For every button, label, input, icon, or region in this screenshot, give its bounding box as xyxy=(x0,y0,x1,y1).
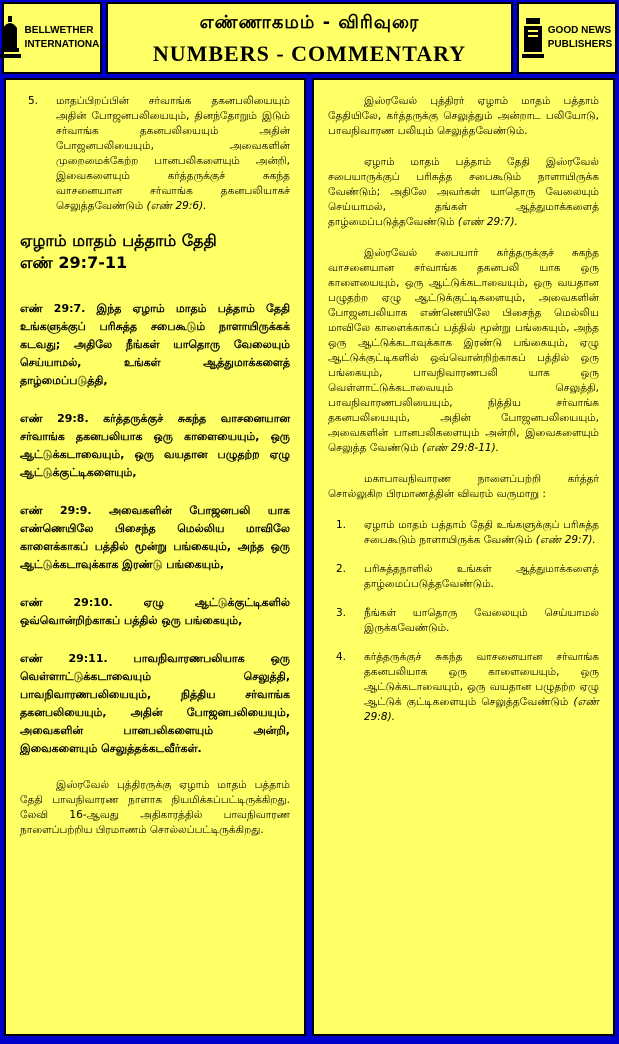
paragraph-2-text: ஏழாம் மாதம் பத்தாம் தேதி இஸ்ரவேல் சபையாருக்குப் பரிசுத்த சபைகூடும் நாளாயிருக்க வேண்டும்; அதிலே அவர்கள் யாதொரு வேலையும் செய்யாமல், தங்கள் ஆத்துமாக்களைத் தாழ்மைப்படுத்தவேண்டும் xyxy=(328,156,599,228)
item-reference: (எண் 29:8). xyxy=(364,696,599,723)
verse-29-7: எண் 29:7. இந்த ஏழாம் மாதம் பத்தாம் தேதி உங்களுக்குப் பரிசுத்த சபைகூடும் நாளாயிருக்கக் கடவது; அதிலே நீங்கள் யாதொரு வேலையும் செய்யாமல், உங்கள் ஆத்துமாக்களைத் தாழ்மைப்படுத்தி, xyxy=(20,302,290,387)
bellwether-logo xyxy=(2,2,106,74)
verse-29-11: எண் 29:11. பாவநிவாரணபலியாக ஒரு வெள்ளாட்டுக்கடாவையும் செலுத்தி, பாவநிவாரணபலியையும், நித்திய சர்வாங்க தகனபலியையும், அதின் போஜனபலியையும், அவைகளின் பானபலிகளையும் அன்றி, இவைகளையும் செலுத்தக்கடவீர்கள். xyxy=(20,652,290,755)
paragraph-4: மகாபாவநிவாரண நாளைப்பற்றி கர்த்தர் சொல்லுகிற பிரமாணத்தின் விவரம் வருமாறு : xyxy=(328,473,599,500)
list-item xyxy=(328,606,599,636)
list-item-5 xyxy=(20,94,290,214)
item-text xyxy=(364,606,599,636)
item-body: ஏழாம் மாதம் பத்தாம் தேதி உங்களுக்குப் பரிசுத்த சபைகூடும் நாளாயிருக்க வேண்டும் xyxy=(364,519,599,546)
title-english: NUMBERS - COMMENTARY xyxy=(152,41,467,66)
paragraph-2 xyxy=(328,155,599,230)
verse-29-10: எண் 29:10. ஏழு ஆட்டுக்குட்டிகளில் ஒவ்வொன்றிற்காகப் பத்தில் ஒரு பங்கையும், xyxy=(20,596,290,627)
item-number: 3. xyxy=(336,607,347,619)
verse-29-9: எண் 29:9. அவைகளின் போஜனபலி யாக எண்ணெயிலே பிசைந்த மெல்லிய மாவிலே காளைக்காகப் பத்தில் மூன்று பங்கையும், அந்த ஒரு ஆட்டுக்கடாவுக்காக இரண்டு பங்கையும், xyxy=(20,504,290,571)
paragraph-2-reference: (எண் 29:7). xyxy=(457,216,518,228)
left-column xyxy=(4,78,306,1036)
item-number: 4. xyxy=(336,651,347,663)
title-tamil: எண்ணாகமம் - விரிவுரை xyxy=(199,12,420,33)
closing-paragraph: இஸ்ரவேல் புத்திரருக்கு ஏழாம் மாதம் பத்தாம் தேதி பாவநிவாரண நாளாக நியமிக்கப்பட்டிருக்கிறது. லேவி 16-ஆவது அதிகாரத்தில் பாவநிவாரண நாளைப்பற்றிய பிரமாணம் சொல்லப்பட்டிருக்கிறது. xyxy=(20,779,290,836)
heading-line2: எண் 29:7-11 xyxy=(20,253,128,272)
section-heading xyxy=(20,230,290,274)
paragraph-3 xyxy=(328,246,599,456)
paragraph-1: இஸ்ரவேல் புத்திரர் ஏழாம் மாதம் பத்தாம் தேதியிலே, கர்த்தருக்கு செலுத்தும் அன்றாட பலியோடு, பாவநிவாரண பலியும் செலுத்தவேண்டும். xyxy=(328,95,599,137)
item-text xyxy=(364,562,599,592)
right-logo-line1: GOOD NEWS xyxy=(547,25,612,36)
bellwether-bell-icon xyxy=(0,14,21,62)
item-text xyxy=(56,94,290,214)
good-news-logo xyxy=(517,2,617,74)
item-text xyxy=(364,518,599,548)
title-box xyxy=(106,2,513,74)
right-logo-line2: PUBLISHERS xyxy=(547,39,613,50)
list-item xyxy=(328,562,599,592)
list-item xyxy=(328,518,599,548)
item-reference: (எண் 29:7). xyxy=(535,534,596,546)
page-header xyxy=(2,2,617,74)
item-body: பரிசுத்தநாளில் உங்கள் ஆத்துமாக்களைத் தாழ்மைப்படுத்தவேண்டும். xyxy=(364,563,599,590)
item-text xyxy=(364,650,599,725)
item-body: கர்த்தருக்குச் சுகந்த வாசனையான சர்வாங்க தகனபலியாக ஒரு காளையையும், ஒரு ஆட்டுக்கடாவையும், ஒரு வயதான பழுதற்ற ஏழு ஆட்டுக் குட்டிகளையும் செலுத்தவேண்டும் xyxy=(364,651,599,708)
item-number: 5. xyxy=(28,95,39,107)
book-icon xyxy=(522,14,544,62)
paragraph-3-text: இஸ்ரவேல் சபையார் கர்த்தருக்குச் சுகந்த வாசனையான சர்வாங்க தகனபலி யாக ஒரு காளையையும், ஒரு ஆட்டுக்கடாவையும், ஒரு வயதான பழுதற்ற ஏழு ஆட்டுக்குட்டிகளையும், அவைகளின் போஜனபலியாக எண்ணெயிலே பிசைந்த மெல்லிய மாவிலே காளைக்காகப் பத்தில் மூன்று பங்கையும், அந்த ஒரு ஆட்டுக்கடாவுக்காக இரண்டு பங்கையும், ஏழு ஆட்டுக்குட்டிகளில் ஒவ்வொன்றிற்காகப் பத்தில் ஒரு பங்கையும், பாவநிவாரணபலி யாக ஒரு வெள்ளாட்டுக்கடாவையும் செலுத்தி, பாவநிவாரணபலியையும், நித்திய சர்வாங்க தகனபலியையும், அதின் போஜனபலியையும், அவைகளின் பானபலிகளையும் அன்றி, இவைகளையும் செலுத்த வேண்டும் xyxy=(328,247,599,454)
item-number: 1. xyxy=(336,519,347,531)
paragraph-3-reference: (எண் 29:8-11). xyxy=(421,442,500,454)
heading-line1: ஏழாம் மாதம் பத்தாம் தேதி xyxy=(20,231,217,250)
verse-29-8: எண் 29:8. கர்த்தருக்குச் சுகந்த வாசனையான சர்வாங்க தகனபலியாக ஒரு காளையையும், ஒரு ஆட்டுக்கடாவையும், ஒரு வயதான பழுதற்ற ஏழு ஆட்டுக்குட்டிகளையும், xyxy=(20,412,290,479)
item-number: 2. xyxy=(336,563,347,575)
right-column xyxy=(312,78,615,1036)
list-item xyxy=(328,650,599,725)
left-logo-line1: BELLWETHER xyxy=(24,25,94,36)
left-logo-line2: INTERNATIONAL xyxy=(24,39,106,50)
item-body: மாதப்பிறப்பின் சர்வாங்க தகனபலியையும் அதின் போஜனபலியையும், தினந்தோறும் இடும் சர்வாங்க தகனபலியையும் அதின் போஜனபலியையும், அவைகளின் முறைமைக்கேற்ற பானபலிகளையும் அன்றி, இவைகளையும் கர்த்தருக்குச் சுகந்த வாசனையான சர்வாங்க தகனபலியாகச் செலுத்தவேண்டும் xyxy=(56,95,290,212)
item-reference: (எண் 29:6). xyxy=(146,200,207,212)
item-body: நீங்கள் யாதொரு வேலையும் செய்யாமல் இருக்கவேண்டும். xyxy=(364,607,599,634)
